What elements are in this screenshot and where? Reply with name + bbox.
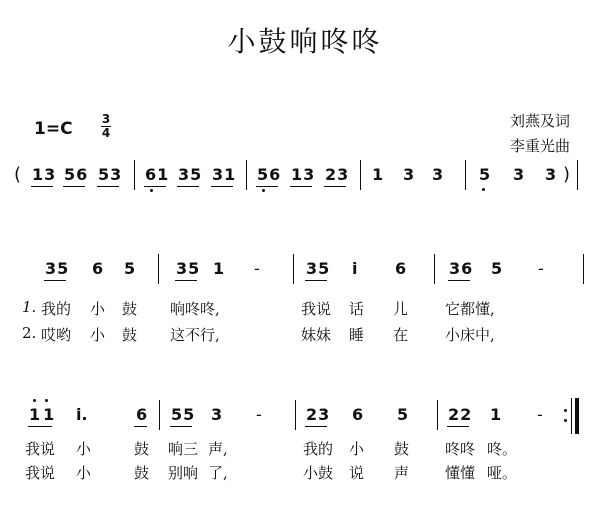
repeat-dot (564, 419, 567, 422)
lyric: 懂懂 (445, 464, 476, 482)
barline (465, 160, 466, 190)
lyric: 咚咚 (445, 440, 476, 458)
intro-note-group: 53 (98, 165, 123, 184)
lyric: 咚。 (487, 440, 518, 458)
barline (437, 400, 438, 430)
intro-note-group: 35 (178, 165, 203, 184)
intro-note-group: 31 (212, 165, 237, 184)
barline (134, 160, 135, 190)
octave-dot (262, 189, 265, 192)
lyric: 鼓 (122, 300, 138, 318)
note-group: 22 (448, 405, 473, 424)
song-title: 小鼓响咚咚 (227, 25, 383, 58)
lyric: 响咚咚, (170, 300, 220, 318)
lyricist-credit: 刘燕及词 (510, 112, 571, 130)
intro-note: 1 (372, 165, 384, 184)
beam (97, 186, 119, 187)
verse-number: 1. (22, 298, 37, 316)
intro-note-group: 23 (325, 165, 350, 184)
note-group: 36 (449, 259, 474, 278)
intro-note: 5 (479, 165, 491, 184)
repeat-dot (564, 409, 567, 412)
lyric: 我的 (41, 300, 72, 318)
dash: - (254, 259, 260, 278)
lyric: 我说 (301, 300, 332, 318)
barline (583, 254, 584, 284)
lyric: 睡 (349, 326, 365, 344)
beam (448, 280, 470, 281)
note: 5 (124, 259, 136, 278)
beam (175, 280, 197, 281)
intro-note: 3 (403, 165, 415, 184)
key-signature (34, 119, 73, 139)
final-barline-thick (575, 398, 579, 434)
intro-close-paren: ) (563, 164, 571, 185)
intro-note: 3 (513, 165, 525, 184)
note: i. (76, 405, 88, 424)
barline (577, 160, 578, 190)
beam (28, 426, 52, 427)
note: 6 (395, 259, 407, 278)
note: 6 (92, 259, 104, 278)
note: 6 (352, 405, 364, 424)
note: 1 (490, 405, 502, 424)
composer-credit: 李重光曲 (510, 137, 571, 155)
beam (447, 426, 469, 427)
beam (290, 186, 312, 187)
lyric: 我的 (303, 440, 334, 458)
dash: - (256, 405, 262, 424)
barline (159, 400, 160, 430)
lyric: 别响 (168, 464, 199, 482)
beam (144, 186, 166, 187)
intro-note-group: 13 (291, 165, 316, 184)
lyric: 声, (208, 440, 228, 458)
lyric: 小 (90, 326, 106, 344)
lyric: 妹妹 (301, 326, 332, 344)
lyric: 小床中, (445, 326, 495, 344)
beam (211, 186, 233, 187)
note: i (352, 259, 358, 278)
lyric: 鼓 (134, 440, 150, 458)
note-group: 23 (306, 405, 331, 424)
final-barline-thin (571, 398, 572, 434)
beam (177, 186, 199, 187)
octave-dot (45, 399, 48, 402)
intro-note-group: 56 (64, 165, 89, 184)
intro-open-paren: ( (14, 164, 22, 185)
octave-dot (150, 189, 153, 192)
dash: - (538, 259, 544, 278)
beam (63, 186, 85, 187)
lyric: 哑。 (487, 464, 518, 482)
dash: - (537, 405, 543, 424)
note: 5 (491, 259, 503, 278)
lyric: 儿 (393, 300, 409, 318)
time-signature (99, 113, 113, 140)
lyric: 响三 (168, 440, 199, 458)
note-group: 55 (171, 405, 196, 424)
intro-note: 3 (432, 165, 444, 184)
barline (434, 254, 435, 284)
lyric: 在 (393, 326, 409, 344)
lyric: 小鼓 (303, 464, 334, 482)
lyric: 鼓 (134, 464, 150, 482)
intro-note-group: 56 (257, 165, 282, 184)
note-group: 35 (306, 259, 331, 278)
barline (246, 160, 247, 190)
verse-number: 2. (22, 324, 37, 342)
beam (324, 186, 346, 187)
lyric: 声 (394, 464, 410, 482)
note-group: 35 (176, 259, 201, 278)
lyric: 它都懂, (445, 300, 495, 318)
lyric: 我说 (25, 440, 56, 458)
note-group: 35 (45, 259, 70, 278)
intro-note-group: 13 (32, 165, 57, 184)
octave-dot (33, 399, 36, 402)
note: 5 (397, 405, 409, 424)
lyric: 小 (349, 440, 365, 458)
beam (256, 186, 278, 187)
time-signature-top: 3 (101, 112, 111, 126)
lyric: 鼓 (122, 326, 138, 344)
time-signature-bottom: 4 (101, 126, 111, 140)
beam (31, 186, 53, 187)
barline (360, 160, 361, 190)
lyric: 小 (76, 440, 92, 458)
barline (293, 254, 294, 284)
lyric: 小 (90, 300, 106, 318)
beam (44, 280, 66, 281)
lyric: 小 (76, 464, 92, 482)
lyric: 这不行, (170, 326, 220, 344)
barline (295, 400, 296, 430)
intro-note-group: 61 (145, 165, 170, 184)
lyric: 鼓 (394, 440, 410, 458)
note: 1 (213, 259, 225, 278)
key-text: 1=C (34, 119, 73, 139)
intro-note: 3 (545, 165, 557, 184)
lyric: 我说 (25, 464, 56, 482)
note: 3 (211, 405, 223, 424)
beam (305, 426, 327, 427)
lyric: 了, (208, 464, 228, 482)
lyric: 说 (349, 464, 365, 482)
lyric: 话 (349, 300, 365, 318)
note-group: 11 (29, 405, 58, 424)
beam (134, 426, 147, 427)
beam (170, 426, 192, 427)
note: 6 (136, 405, 148, 424)
lyric: 哎哟 (41, 326, 72, 344)
octave-dot (482, 188, 485, 191)
beam (305, 280, 327, 281)
barline (158, 254, 159, 284)
